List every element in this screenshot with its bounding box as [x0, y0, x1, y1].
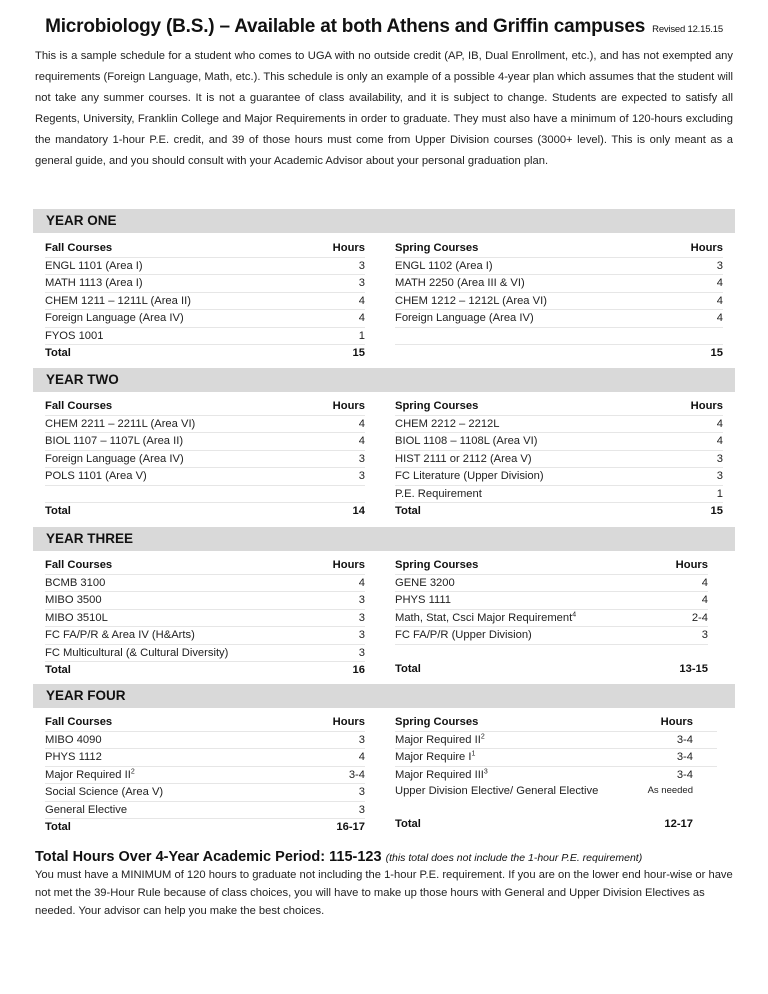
course-row [395, 275, 723, 293]
course-row [45, 592, 365, 610]
course-row [395, 433, 723, 451]
footnote-marker: 4 [572, 610, 577, 618]
course-row [395, 592, 708, 610]
course-hours: 3 [358, 733, 365, 746]
course-hours: 3-4 [348, 768, 365, 781]
course-hours: 4 [716, 294, 723, 307]
course-hours: 3 [358, 629, 365, 641]
course-hours: 3 [358, 259, 365, 272]
course-row [395, 451, 723, 469]
blank-row [395, 328, 723, 346]
total-hours: 15 [710, 505, 723, 517]
course-row [45, 575, 365, 593]
course-hours: 3 [716, 259, 723, 272]
course-hours: 4 [358, 751, 365, 763]
course-hours: 3 [358, 594, 365, 606]
course-name: MIBO 3500 [45, 594, 102, 606]
footnote-marker: 2 [130, 767, 135, 775]
total-label: Total [45, 664, 71, 676]
course-row [395, 416, 723, 434]
hours-header: Hours [660, 716, 693, 728]
year-three-spring [395, 557, 708, 678]
course-hours: 4 [701, 594, 708, 606]
course-row [45, 610, 365, 628]
course-row [395, 575, 708, 593]
course-hours: 4 [358, 417, 365, 430]
course-row [45, 468, 365, 486]
course-hours: 4 [358, 294, 365, 307]
hours-header: Hours [332, 716, 365, 728]
course-name: BCMB 3100 [45, 576, 106, 589]
course-name: Major Require I [395, 751, 472, 763]
total-hours: 15 [352, 347, 365, 359]
courses-header: Spring Courses [395, 559, 479, 571]
course-name: FC FA/P/R & Area IV (H&Arts) [45, 629, 195, 641]
hours-header: Hours [332, 400, 365, 412]
column-header [45, 557, 365, 575]
column-header [395, 240, 723, 258]
year-four-spring [395, 714, 717, 833]
total-label: Total [395, 505, 421, 517]
hours-header: Hours [332, 559, 365, 571]
course-row [45, 310, 365, 328]
course-row [45, 767, 365, 785]
footnote-marker: 1 [471, 750, 476, 758]
course-name: FC Multicultural (& Cultural Diversity) [45, 646, 229, 659]
course-hours: 1 [716, 487, 723, 500]
course-name: PHYS 1112 [45, 751, 102, 763]
total-hours: 14 [352, 505, 365, 517]
course-name: Foreign Language (Area IV) [45, 312, 184, 324]
blank-row [45, 486, 365, 504]
course-name: Upper Division Elective/ General Elective [395, 785, 599, 797]
course-row [45, 433, 365, 451]
course-row [45, 802, 365, 820]
year-one-fall [45, 240, 365, 362]
course-row [395, 293, 723, 311]
year-two-fall [45, 398, 365, 520]
hours-header: Hours [690, 400, 723, 412]
course-row [395, 732, 717, 750]
course-hours: 3-4 [676, 768, 693, 781]
course-row [45, 258, 365, 276]
course-row [45, 645, 365, 663]
column-header [45, 398, 365, 416]
course-name: P.E. Requirement [395, 487, 482, 500]
course-hours: 3 [358, 452, 365, 465]
total-label: Total [395, 663, 421, 675]
course-name: ENGL 1102 (Area I) [395, 259, 493, 272]
total-hours: 16 [352, 664, 365, 676]
course-name: FC Literature (Upper Division) [395, 470, 544, 482]
course-name: FC FA/P/R (Upper Division) [395, 629, 532, 641]
course-hours: 4 [358, 435, 365, 447]
total-row [395, 345, 723, 362]
year-one-header [33, 209, 735, 233]
course-row [45, 732, 365, 750]
course-row [395, 767, 717, 784]
hours-header: Hours [332, 242, 365, 254]
column-header [395, 557, 708, 575]
total-hours: 16-17 [336, 821, 365, 833]
course-row [395, 749, 717, 767]
course-hours: 3 [358, 611, 365, 624]
course-hours: 3 [358, 646, 365, 659]
total-row [45, 503, 365, 520]
total-label: Total [45, 821, 71, 833]
course-hours: 4 [716, 435, 723, 447]
footnote-marker: 2 [480, 732, 485, 740]
courses-header: Spring Courses [395, 400, 479, 412]
courses-header: Fall Courses [45, 559, 113, 571]
course-hours: 4 [716, 417, 723, 430]
course-name: MATH 2250 (Area III & VI) [395, 277, 525, 289]
course-name: Math, Stat, Csci Major Requirement [395, 611, 573, 624]
courses-header: Fall Courses [45, 716, 113, 728]
course-hours: 4 [358, 312, 365, 324]
title-text: Microbiology (B.S.) – Available at both Athens and Griffin campuses [45, 16, 646, 37]
course-row [45, 451, 365, 469]
course-name: FYOS 1001 [45, 329, 104, 342]
course-name: MIBO 3510L [45, 611, 108, 624]
course-row [45, 749, 365, 767]
blank-row [395, 800, 717, 817]
course-hours: As needed [647, 785, 693, 796]
year-two-spring [395, 398, 723, 520]
total-row [395, 503, 723, 520]
total-label: Total [395, 818, 421, 830]
column-header [45, 240, 365, 258]
summary-heading: Total Hours Over 4-Year Academic Period: 115-123 [35, 849, 382, 865]
blank-row [395, 645, 708, 662]
year-four-fall [45, 714, 365, 836]
course-name: MATH 1113 (Area I) [45, 277, 143, 289]
year-label: YEAR THREE [46, 531, 134, 546]
total-hours: 13-15 [679, 663, 708, 675]
total-row [395, 816, 717, 833]
total-row [45, 345, 365, 362]
course-hours: 3 [716, 452, 723, 465]
hours-header: Hours [675, 559, 708, 571]
course-hours: 4 [701, 576, 708, 589]
revised-date: Revised 12.15.15 [652, 24, 723, 35]
course-name: ENGL 1101 (Area I) [45, 259, 143, 272]
year-label: YEAR ONE [46, 213, 117, 228]
total-hours: 15 [710, 347, 723, 359]
total-row [395, 661, 708, 678]
year-label: YEAR FOUR [46, 688, 126, 703]
course-hours: 3 [701, 629, 708, 641]
course-name: CHEM 1211 – 1211L (Area II) [45, 294, 191, 307]
year-one-spring [395, 240, 723, 362]
course-hours: 3 [358, 470, 365, 482]
course-row [45, 275, 365, 293]
course-name: GENE 3200 [395, 576, 455, 589]
courses-header: Spring Courses [395, 242, 479, 254]
year-label: YEAR TWO [46, 372, 119, 387]
course-hours: 4 [716, 312, 723, 324]
course-row [395, 258, 723, 276]
course-row [395, 486, 723, 504]
course-name: Foreign Language (Area IV) [395, 312, 534, 324]
year-three-header [33, 527, 735, 551]
course-name: BIOL 1107 – 1107L (Area II) [45, 435, 184, 447]
courses-header: Spring Courses [395, 716, 479, 728]
footnote-marker: 3 [483, 767, 488, 775]
course-row [45, 627, 365, 645]
year-two-header [33, 368, 735, 392]
total-row [45, 662, 365, 679]
course-hours: 3-4 [676, 751, 693, 763]
total-hours: 12-17 [664, 818, 693, 830]
course-name: HIST 2111 or 2112 (Area V) [395, 452, 532, 465]
intro-paragraph: This is a sample schedule for a student who comes to UGA with no outside credit (AP, IB, Dual Enrollment, etc.), and has not exempted any requirements (Foreign Language, Math, etc.). This schedule is only an example of a possible 4-year plan which assumes that the student will not take any summer courses. It is not a guarantee of class availability, and it is subject to change. Students are expected to satisfy all Regents, University, Franklin College and Major Requirements in order to graduate. They must also have a minimum of 120-hours excluding the mandatory 1-hour P.E. credit, and 39 of those hours must come from Upper Division courses (3000+ level). This is only meant as a general guide, and you should consult with your Academic Advisor about your personal graduation plan. [35, 50, 733, 167]
course-hours: 1 [358, 329, 365, 342]
course-row [45, 784, 365, 802]
total-label: Total [45, 347, 71, 359]
course-row [395, 783, 717, 800]
course-name: Major Required II [395, 733, 481, 746]
course-name: POLS 1101 (Area V) [45, 470, 147, 482]
course-name: Social Science (Area V) [45, 786, 164, 798]
course-row [395, 627, 708, 645]
total-label: Total [45, 505, 71, 517]
column-header [395, 398, 723, 416]
course-hours: 3 [358, 786, 365, 798]
footer-paragraph: You must have a MINIMUM of 120 hours to graduate not including the 1-hour P.E. requirement. If you are on the lower end hour-wise or have not met the 39-Hour Rule because of class choices, you will have to make up those hours with General and Upper Division Electives as needed. Your advisor can help you make the best choices. [35, 869, 733, 917]
course-row [45, 416, 365, 434]
course-name: BIOL 1108 – 1108L (Area VI) [395, 435, 538, 447]
course-hours: 3 [358, 803, 365, 816]
course-hours: 3 [716, 470, 723, 482]
course-name: CHEM 2211 – 2211L (Area VI) [45, 417, 196, 430]
course-name: Major Required III [395, 768, 484, 781]
course-row [45, 293, 365, 311]
course-row [395, 310, 723, 328]
course-name: Major Required II [45, 768, 131, 781]
summary-note: (this total does not include the 1-hour P.E. requirement) [385, 852, 643, 864]
hours-header: Hours [690, 242, 723, 254]
course-name: CHEM 2212 – 2212L [395, 417, 500, 430]
column-header [395, 714, 717, 732]
document-title [0, 16, 768, 38]
courses-header: Fall Courses [45, 400, 113, 412]
course-name: General Elective [45, 803, 128, 816]
course-name: CHEM 1212 – 1212L (Area VI) [395, 294, 547, 307]
course-hours: 2-4 [691, 611, 708, 624]
course-hours: 3-4 [676, 733, 693, 746]
course-name: PHYS 1111 [395, 594, 451, 606]
course-hours: 3 [358, 277, 365, 289]
course-row [395, 468, 723, 486]
course-hours: 4 [358, 576, 365, 589]
column-header [45, 714, 365, 732]
course-row [45, 328, 365, 346]
course-name: Foreign Language (Area IV) [45, 452, 184, 465]
year-three-fall [45, 557, 365, 679]
course-name: MIBO 4090 [45, 733, 102, 746]
course-hours: 4 [716, 277, 723, 289]
total-hours-summary [35, 849, 642, 865]
year-four-header [33, 684, 735, 708]
courses-header: Fall Courses [45, 242, 113, 254]
course-row [395, 610, 708, 628]
total-row [45, 819, 365, 836]
